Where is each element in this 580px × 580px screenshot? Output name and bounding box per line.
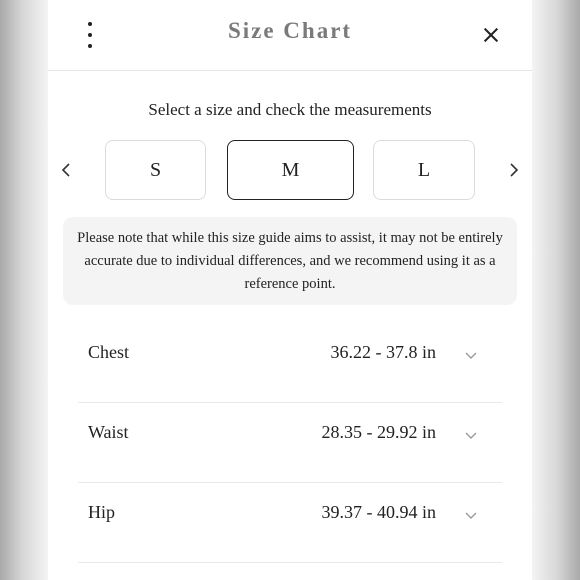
measurement-value: 39.37 - 40.94 in	[321, 502, 436, 522]
chevron-down-icon	[464, 348, 478, 362]
size-option-s[interactable]: S	[105, 140, 206, 200]
measurement-label: Waist	[88, 422, 129, 442]
size-option-l[interactable]: L	[373, 140, 475, 200]
disclaimer-note: Please note that while this size guide aims to assist, it may not be entirely accurate due to individual differences, and we recommend using it as a reference point.	[63, 217, 517, 305]
close-icon[interactable]	[478, 22, 504, 48]
measurement-label: Hip	[88, 502, 115, 522]
subtitle: Select a size and check the measurements	[148, 100, 432, 119]
chevron-down-icon	[464, 508, 478, 522]
chevron-down-icon	[464, 428, 478, 442]
measurement-row-waist[interactable]	[78, 402, 502, 483]
menu-dot	[88, 44, 92, 48]
measurement-label: Chest	[88, 342, 130, 362]
header	[48, 0, 532, 71]
size-chart-panel	[48, 0, 532, 580]
page-title: Size Chart	[227, 18, 353, 43]
chevron-right-icon[interactable]	[504, 160, 524, 180]
chevron-left-icon[interactable]	[56, 160, 76, 180]
measurement-row-chest[interactable]	[78, 322, 502, 403]
measurement-row-hip[interactable]	[78, 482, 502, 563]
measurement-value: 36.22 - 37.8 in	[330, 342, 436, 362]
size-option-m[interactable]: M	[227, 140, 354, 200]
measurement-value: 28.35 - 29.92 in	[321, 422, 436, 442]
